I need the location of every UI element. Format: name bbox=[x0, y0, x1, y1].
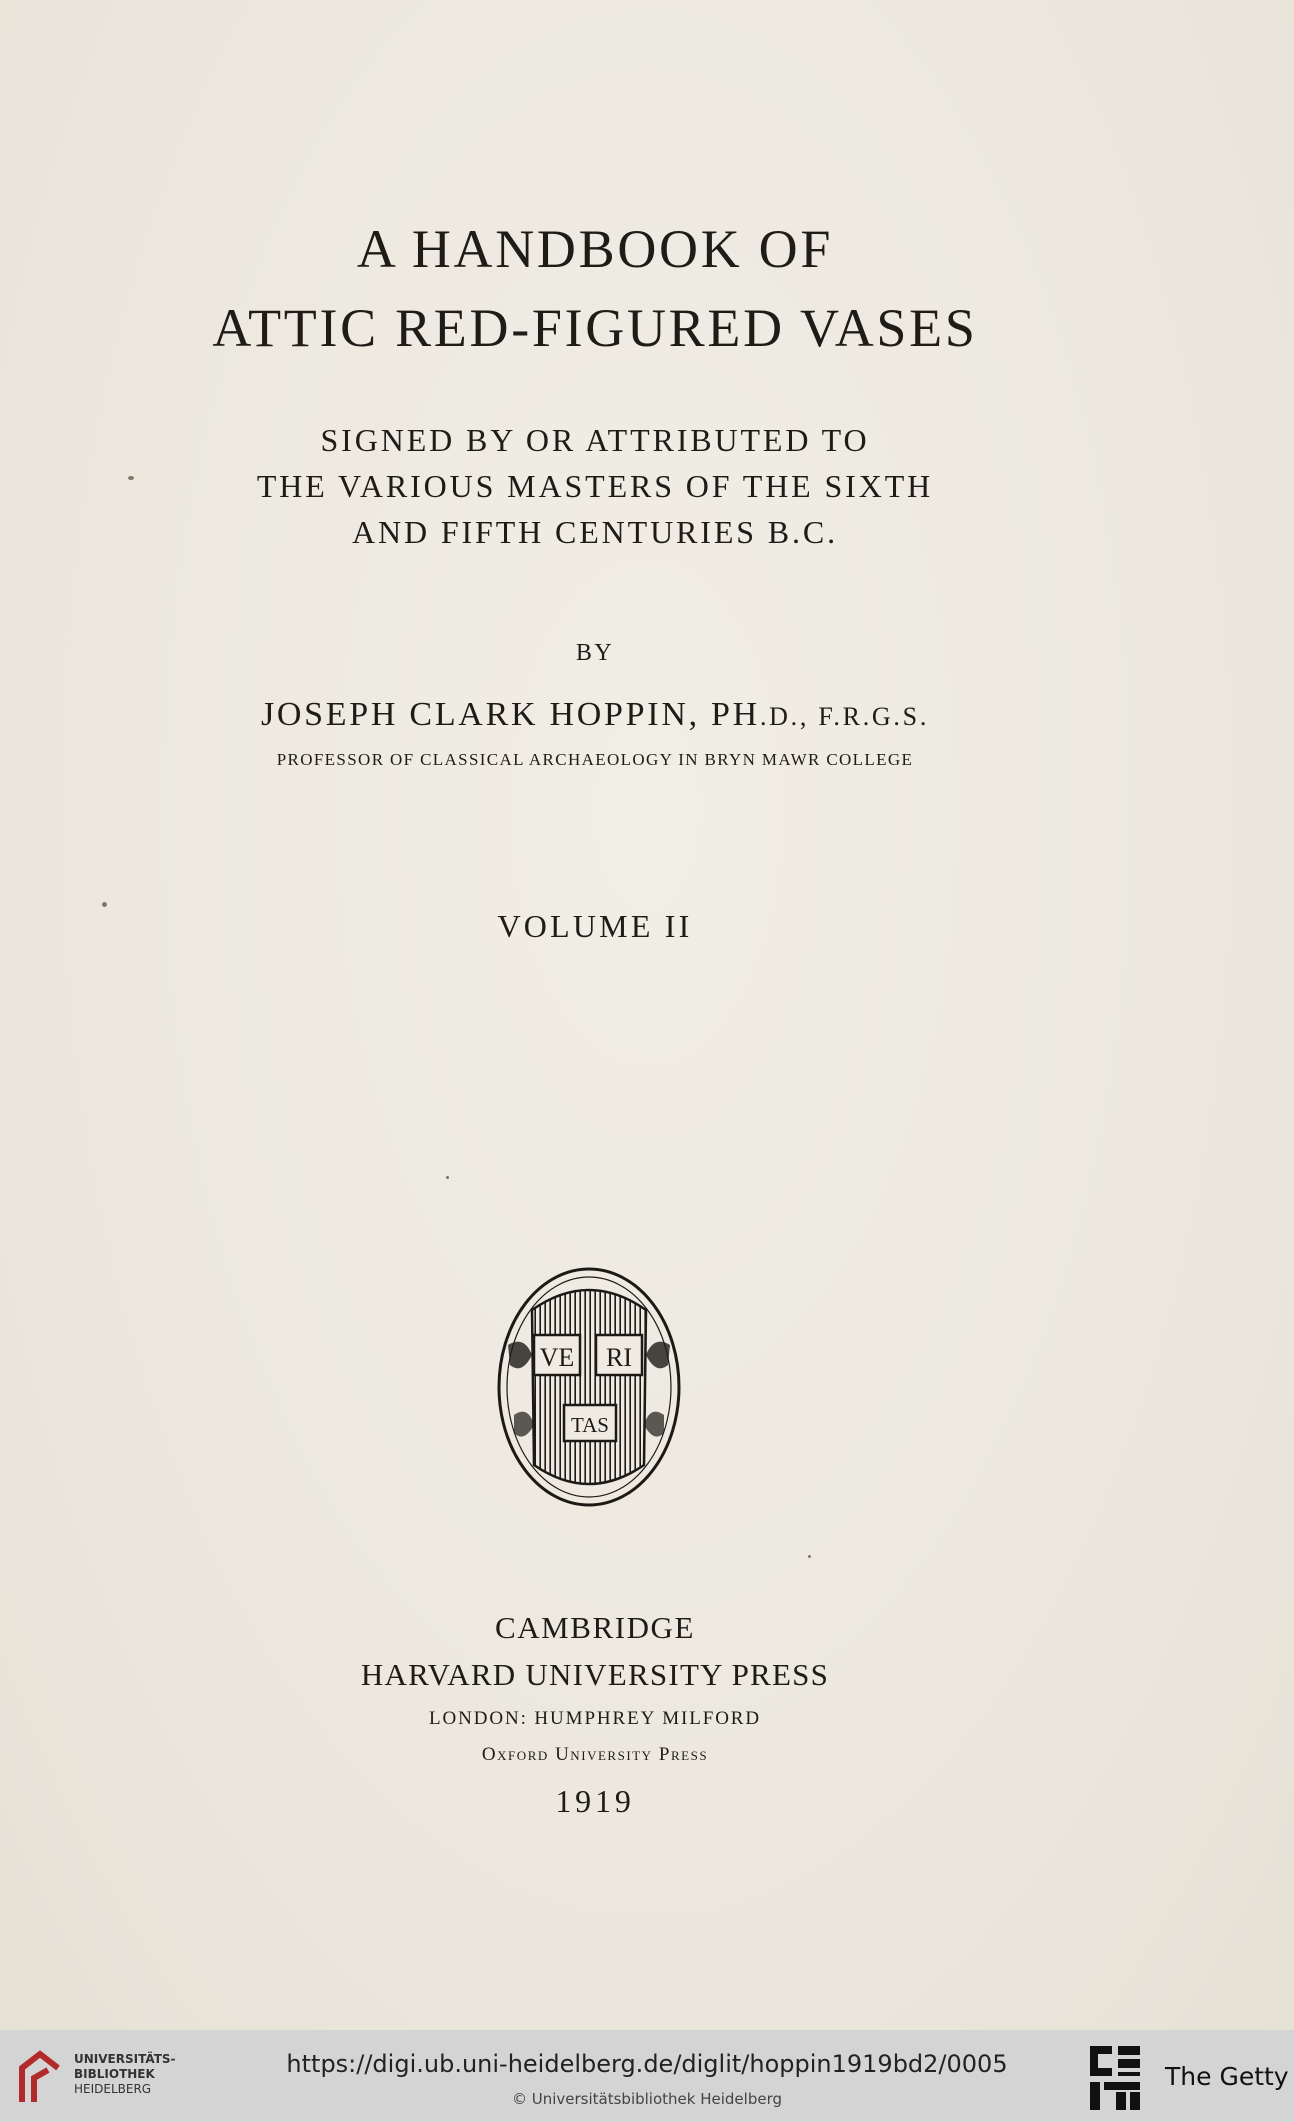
getty-logo-icon bbox=[1088, 2044, 1144, 2112]
svg-text:TAS: TAS bbox=[571, 1413, 609, 1437]
subtitle-line-1: SIGNED BY OR ATTRIBUTED TO bbox=[320, 422, 870, 458]
publisher-oxford: Oxford University Press bbox=[481, 1744, 709, 1765]
publication-year: 1919 bbox=[555, 1783, 635, 1819]
publisher-city: CAMBRIDGE bbox=[495, 1610, 695, 1645]
paper-speck bbox=[446, 1176, 449, 1179]
copyright-notice: © Universitätsbibliothek Heidelberg bbox=[511, 2090, 782, 2108]
book-ve bbox=[534, 1335, 580, 1375]
author-line bbox=[0, 696, 1190, 734]
svg-text:VE: VE bbox=[539, 1343, 575, 1372]
paper-speck bbox=[102, 902, 107, 907]
paper-speck bbox=[128, 476, 134, 480]
permalink-url[interactable]: https://digi.ub.uni-heidelberg.de/diglit/hoppin1919bd2/0005 bbox=[286, 2050, 1008, 2078]
title-line-2: ATTIC RED-FIGURED VASES bbox=[212, 298, 978, 358]
viewer-footer bbox=[0, 2030, 1294, 2122]
publisher-name: HARVARD UNIVERSITY PRESS bbox=[360, 1657, 830, 1692]
by-label: BY bbox=[575, 640, 615, 666]
subtitle-line-3: AND FIFTH CENTURIES B.C. bbox=[351, 514, 839, 550]
volume-label: VOLUME II bbox=[497, 908, 693, 944]
subtitle-line-2: THE VARIOUS MASTERS OF THE SIXTH bbox=[256, 468, 934, 504]
book-ri bbox=[596, 1335, 642, 1375]
svg-text:RI: RI bbox=[606, 1343, 632, 1372]
book-tas bbox=[564, 1405, 616, 1441]
paper-speck bbox=[808, 1555, 811, 1558]
getty-label: The Getty bbox=[1165, 2062, 1289, 2091]
publisher-london: LONDON: HUMPHREY MILFORD bbox=[428, 1708, 762, 1729]
title-line-1: A HANDBOOK OF bbox=[356, 219, 834, 279]
author-name: JOSEPH CLARK HOPPIN, bbox=[260, 696, 700, 733]
harvard-veritas-seal bbox=[494, 1265, 684, 1510]
author-degrees: PH.D., F.R.G.S. bbox=[711, 696, 930, 733]
university-library-name: UNIVERSITÄTS- BIBLIOTHEK HEIDELBERG bbox=[74, 2052, 176, 2096]
author-affiliation: PROFESSOR OF CLASSICAL ARCHAEOLOGY IN BRYN MAWR COLLEGE bbox=[276, 750, 914, 769]
